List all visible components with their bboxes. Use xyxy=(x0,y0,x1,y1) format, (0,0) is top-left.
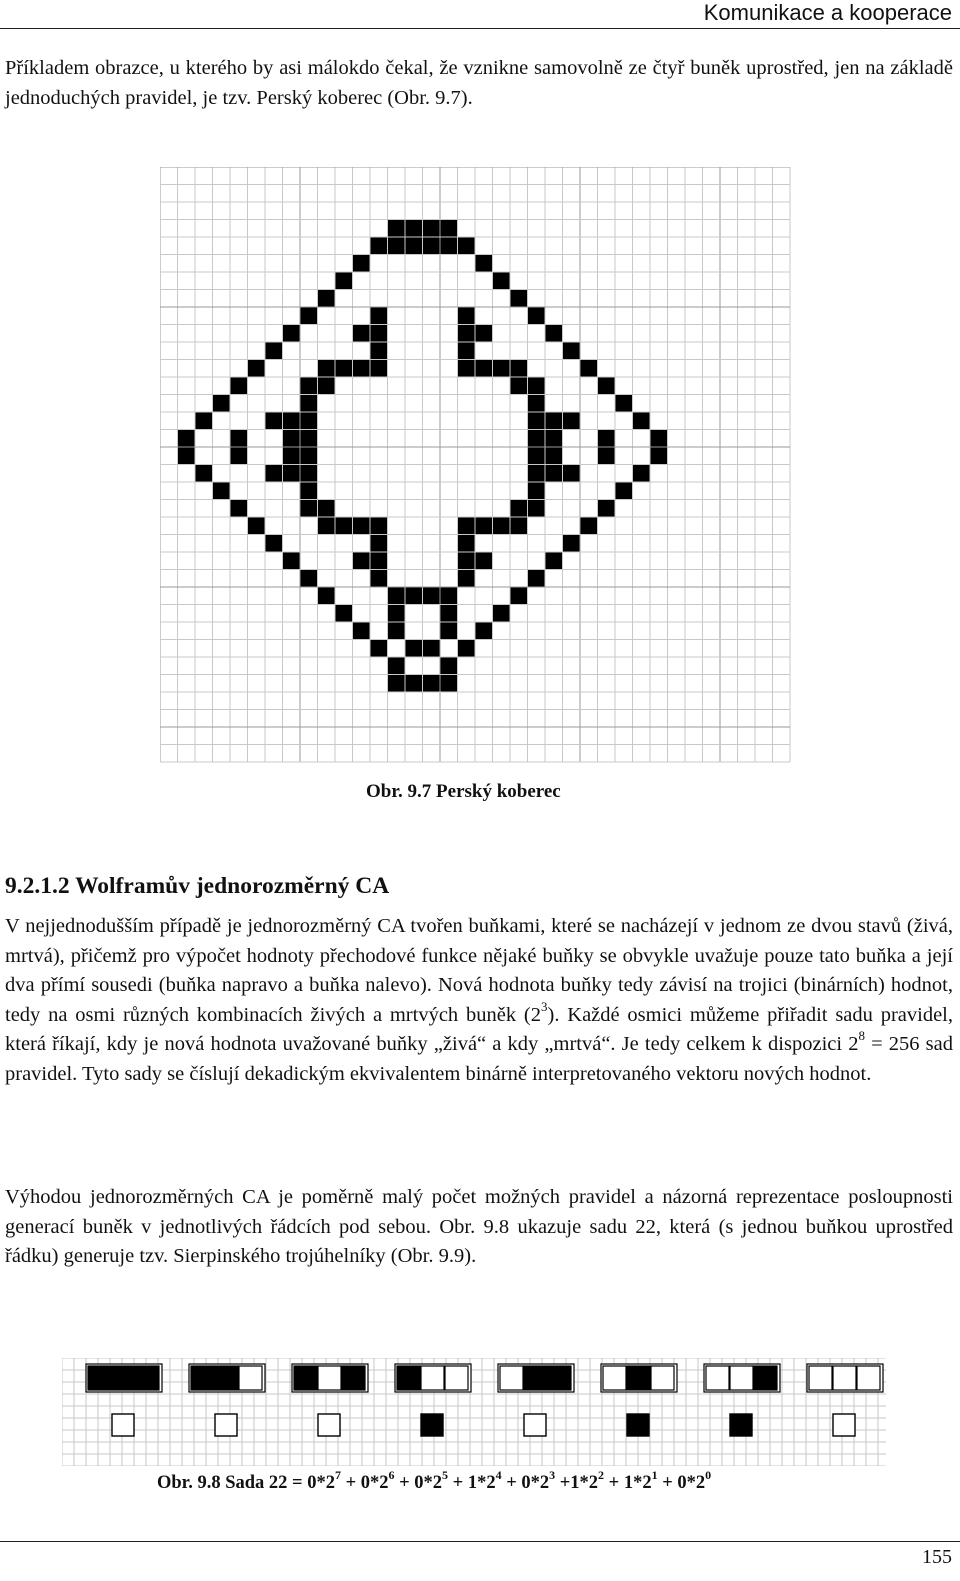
live-cell xyxy=(528,483,545,500)
caption-formula xyxy=(307,1467,712,1493)
term-exponent-1: 6 xyxy=(388,1467,395,1482)
live-cell xyxy=(406,588,423,605)
live-cell xyxy=(196,465,213,482)
pattern-cell-live xyxy=(294,1366,317,1390)
superscript-8: 8 xyxy=(858,1028,865,1044)
pattern-cell-live xyxy=(136,1366,159,1390)
rule-22-figure xyxy=(62,1358,892,1466)
pattern-cell-live xyxy=(627,1366,650,1390)
live-cell xyxy=(458,518,475,535)
live-cell xyxy=(283,413,300,430)
live-cell xyxy=(371,570,388,587)
live-cell xyxy=(441,588,458,605)
term-3: 1*2 xyxy=(467,1473,496,1493)
pattern-cell-dead xyxy=(857,1366,880,1390)
live-cell xyxy=(458,570,475,587)
live-cell xyxy=(388,220,405,237)
live-cell xyxy=(511,500,528,517)
live-cell xyxy=(546,553,563,570)
pattern-cell-live xyxy=(754,1366,777,1390)
live-cell xyxy=(283,553,300,570)
live-cell xyxy=(598,378,615,395)
live-cell xyxy=(301,483,318,500)
live-cell xyxy=(353,325,370,342)
live-cell xyxy=(493,605,510,622)
live-cell xyxy=(528,308,545,325)
live-cell xyxy=(266,465,283,482)
live-cell xyxy=(528,500,545,517)
live-cell xyxy=(511,378,528,395)
term-7: 0*2 xyxy=(677,1473,706,1493)
live-cell xyxy=(528,395,545,412)
live-cell xyxy=(528,448,545,465)
term-exponent-3: 4 xyxy=(495,1467,502,1482)
live-cell xyxy=(476,255,493,272)
pattern-cell-dead xyxy=(706,1366,729,1390)
live-cell xyxy=(546,325,563,342)
live-cell xyxy=(371,553,388,570)
pattern-cell-live xyxy=(548,1366,571,1390)
live-cell xyxy=(388,623,405,640)
live-cell xyxy=(353,255,370,272)
live-cell xyxy=(406,220,423,237)
pattern-cell-dead xyxy=(730,1366,753,1390)
result-cell-live xyxy=(421,1414,443,1436)
live-cell xyxy=(283,465,300,482)
live-cell xyxy=(511,518,528,535)
pattern-cell-live xyxy=(342,1366,365,1390)
live-cell xyxy=(546,465,563,482)
pattern-cell-dead xyxy=(651,1366,674,1390)
live-cell xyxy=(633,465,650,482)
live-cell xyxy=(388,675,405,692)
live-cell xyxy=(318,360,335,377)
live-cell xyxy=(511,360,528,377)
live-cell xyxy=(511,588,528,605)
pattern-cell-dead xyxy=(809,1366,832,1390)
live-cell xyxy=(423,238,440,255)
live-cell xyxy=(371,535,388,552)
rule-6 xyxy=(704,1364,780,1436)
live-cell xyxy=(318,378,335,395)
live-cell xyxy=(301,465,318,482)
live-cell xyxy=(528,413,545,430)
live-cell xyxy=(423,675,440,692)
live-cell xyxy=(301,308,318,325)
live-cell xyxy=(476,553,493,570)
live-cell xyxy=(353,623,370,640)
term-exponent-5: 2 xyxy=(598,1467,605,1482)
live-cell xyxy=(353,360,370,377)
result-cell-live xyxy=(627,1414,649,1436)
section-heading: 9.2.1.2 Wolframův jednorozměrný CA xyxy=(5,873,390,899)
term-separator: + xyxy=(340,1473,361,1493)
term-exponent-2: 5 xyxy=(442,1467,449,1482)
live-cell xyxy=(546,413,563,430)
live-cell xyxy=(423,220,440,237)
superscript-3: 3 xyxy=(541,998,548,1014)
live-cell xyxy=(458,553,475,570)
live-cell xyxy=(441,658,458,675)
term-separator: + xyxy=(394,1473,415,1493)
live-cell xyxy=(336,605,353,622)
term-4: 0*2 xyxy=(521,1473,550,1493)
live-cell xyxy=(371,325,388,342)
pattern-cell-dead xyxy=(239,1366,262,1390)
term-exponent-4: 3 xyxy=(549,1467,556,1482)
live-cell xyxy=(546,448,563,465)
live-cell xyxy=(651,448,668,465)
rule-2 xyxy=(292,1364,368,1436)
live-cell xyxy=(301,413,318,430)
term-1: 0*2 xyxy=(360,1473,389,1493)
live-cell xyxy=(371,308,388,325)
live-cell xyxy=(301,500,318,517)
term-separator: + xyxy=(448,1473,468,1493)
pattern-cell-dead xyxy=(445,1366,468,1390)
live-cell xyxy=(301,430,318,447)
term-exponent-6: 1 xyxy=(651,1467,658,1482)
result-cell-dead xyxy=(524,1414,546,1436)
live-cell xyxy=(248,360,265,377)
result-cell-dead xyxy=(112,1414,134,1436)
pattern-cell-live xyxy=(88,1366,111,1390)
live-cell xyxy=(493,273,510,290)
live-cell xyxy=(651,430,668,447)
live-cell xyxy=(493,360,510,377)
term-exponent-0: 7 xyxy=(334,1467,341,1482)
running-title: Komunikace a kooperace xyxy=(703,0,952,25)
live-cell xyxy=(336,518,353,535)
live-cell xyxy=(301,378,318,395)
live-cell xyxy=(441,605,458,622)
live-cell xyxy=(266,413,283,430)
rule-4 xyxy=(498,1364,574,1436)
live-cell xyxy=(563,343,580,360)
term-exponent-7: 0 xyxy=(705,1467,712,1482)
live-cell xyxy=(388,605,405,622)
live-cell xyxy=(406,675,423,692)
live-cell xyxy=(388,658,405,675)
body-text-a: V nejjednodušším případě je jednorozměrný CA tvořen buňkami, které se nacházejí v jednom ze dvou stavů (živá, mrtvá), přičemž pro výpočet hodnoty přechodové funkce nějaké buňky se obvykle uvažuje pouze tato buňka a její dva přímí sousedi (buňka napravo a buňka nalevo). Nová hodnota buňky tedy závisí na trojici (binárních) hodnot, tedy na osmi různých kombinacích živých a mrtvých buněk (2 xyxy=(5,915,953,1026)
live-cell xyxy=(581,518,598,535)
body-text-c: = 256 sad pravidel. Tyto sady se číslují dekadickým ekvivalentem binárně interpretovaného vektoru nových hodnot. xyxy=(5,1033,954,1085)
body-paragraph-1 xyxy=(5,912,953,1089)
live-cell xyxy=(476,518,493,535)
term-separator: + xyxy=(555,1473,571,1493)
live-cell xyxy=(441,220,458,237)
pattern-cell-live xyxy=(112,1366,135,1390)
header-divider xyxy=(0,28,960,29)
live-cell xyxy=(616,483,633,500)
carpet-grid xyxy=(160,167,790,762)
body-text-b: ). Každé osmici můžeme přiřadit sadu pravidel, která říkají, kdy je nová hodnota uvažované buňky „živá“ a kdy „mrtvá“. Je tedy celkem k dispozici 2 xyxy=(5,1003,953,1055)
live-cell xyxy=(231,448,248,465)
pattern-cell-live xyxy=(215,1366,238,1390)
live-cell xyxy=(423,640,440,657)
live-cell xyxy=(213,395,230,412)
live-cell xyxy=(441,675,458,692)
rule-5 xyxy=(601,1364,677,1436)
live-cell xyxy=(528,378,545,395)
live-cell xyxy=(581,360,598,377)
term-2: 0*2 xyxy=(414,1473,443,1493)
result-cell-dead xyxy=(318,1414,340,1436)
page-number: 155 xyxy=(922,1546,952,1568)
live-cell xyxy=(371,238,388,255)
live-cell xyxy=(441,238,458,255)
live-cell xyxy=(248,518,265,535)
pattern-cell-dead xyxy=(603,1366,626,1390)
live-cell xyxy=(458,325,475,342)
live-cell xyxy=(178,448,195,465)
result-cell-dead xyxy=(833,1414,855,1436)
live-cell xyxy=(388,588,405,605)
live-cell xyxy=(336,273,353,290)
live-cell xyxy=(388,238,405,255)
footer-divider xyxy=(0,1541,960,1542)
live-cell xyxy=(283,325,300,342)
live-cell xyxy=(458,308,475,325)
live-cell xyxy=(371,518,388,535)
live-cell xyxy=(423,588,440,605)
live-cell xyxy=(476,360,493,377)
live-cell xyxy=(283,430,300,447)
live-cell xyxy=(441,623,458,640)
live-cell xyxy=(598,430,615,447)
live-cell xyxy=(458,360,475,377)
page-header xyxy=(0,0,960,30)
pattern-cell-live xyxy=(524,1366,547,1390)
pattern-cell-dead xyxy=(500,1366,523,1390)
pattern-cell-live xyxy=(191,1366,214,1390)
live-cell xyxy=(476,623,493,640)
live-cell xyxy=(458,343,475,360)
body-paragraph-2: Výhodou jednorozměrných CA je poměrně malý počet možných pravidel a názorná reprezentace posloupnosti generací buněk v jednotlivých řádcích pod sebou. Obr. 9.8 ukazuje sadu 22, která (s jednou buňkou uprostřed řádku) generuje tzv. Sierpinského trojúhelníky (Obr. 9.9). xyxy=(5,1186,953,1267)
live-cell xyxy=(371,343,388,360)
live-cell xyxy=(266,535,283,552)
result-cell-dead xyxy=(215,1414,237,1436)
live-cell xyxy=(318,588,335,605)
live-cell xyxy=(318,290,335,307)
live-cell xyxy=(371,360,388,377)
live-cell xyxy=(458,535,475,552)
live-cell xyxy=(266,343,283,360)
live-cell xyxy=(546,430,563,447)
live-cell xyxy=(371,640,388,657)
caption-prefix: Obr. 9.8 Sada 22 = xyxy=(157,1473,308,1493)
live-cell xyxy=(563,535,580,552)
live-cell xyxy=(528,465,545,482)
live-cell xyxy=(598,500,615,517)
live-cell xyxy=(633,413,650,430)
live-cell xyxy=(493,518,510,535)
live-cell xyxy=(406,640,423,657)
live-cell xyxy=(178,430,195,447)
intro-paragraph: Příkladem obrazce, u kterého by asi málokdo čekal, že vznikne samovolně ze čtyř buněk uprostřed, jen na základě jednoduchých pravidel, je tzv. Perský koberec (Obr. 9.7). xyxy=(5,57,953,109)
live-cell xyxy=(301,448,318,465)
live-cell xyxy=(511,290,528,307)
live-cell xyxy=(301,570,318,587)
live-cell xyxy=(563,413,580,430)
live-cell xyxy=(528,430,545,447)
pattern-cell-dead xyxy=(833,1366,856,1390)
live-cell xyxy=(231,430,248,447)
term-0: 0*2 xyxy=(307,1473,335,1493)
live-cell xyxy=(318,518,335,535)
pattern-cell-dead xyxy=(421,1366,444,1390)
term-separator: + xyxy=(657,1473,678,1493)
pattern-cell-dead xyxy=(318,1366,341,1390)
pattern-cell-live xyxy=(397,1366,420,1390)
live-cell xyxy=(301,395,318,412)
live-cell xyxy=(406,238,423,255)
live-cell xyxy=(476,325,493,342)
live-cell xyxy=(458,640,475,657)
term-5: 1*2 xyxy=(570,1473,599,1493)
live-cell xyxy=(458,238,475,255)
live-cell xyxy=(353,553,370,570)
live-cell xyxy=(318,500,335,517)
live-cell xyxy=(616,395,633,412)
rule-3 xyxy=(395,1364,471,1436)
live-cell xyxy=(196,413,213,430)
figure-caption-9-7: Obr. 9.7 Perský koberec xyxy=(366,781,561,802)
live-cell xyxy=(336,360,353,377)
live-cell xyxy=(213,483,230,500)
live-cell xyxy=(563,465,580,482)
persian-carpet-figure xyxy=(160,167,792,767)
term-separator: + xyxy=(501,1473,522,1493)
live-cell xyxy=(231,500,248,517)
live-cell xyxy=(353,518,370,535)
live-cell xyxy=(528,570,545,587)
term-separator: + xyxy=(604,1473,624,1493)
figure-caption-9-8 xyxy=(157,1467,712,1494)
live-cell xyxy=(283,448,300,465)
result-cell-live xyxy=(730,1414,752,1436)
live-cell xyxy=(231,378,248,395)
term-6: 1*2 xyxy=(623,1473,652,1493)
rule-0 xyxy=(86,1364,162,1436)
live-cell xyxy=(598,448,615,465)
